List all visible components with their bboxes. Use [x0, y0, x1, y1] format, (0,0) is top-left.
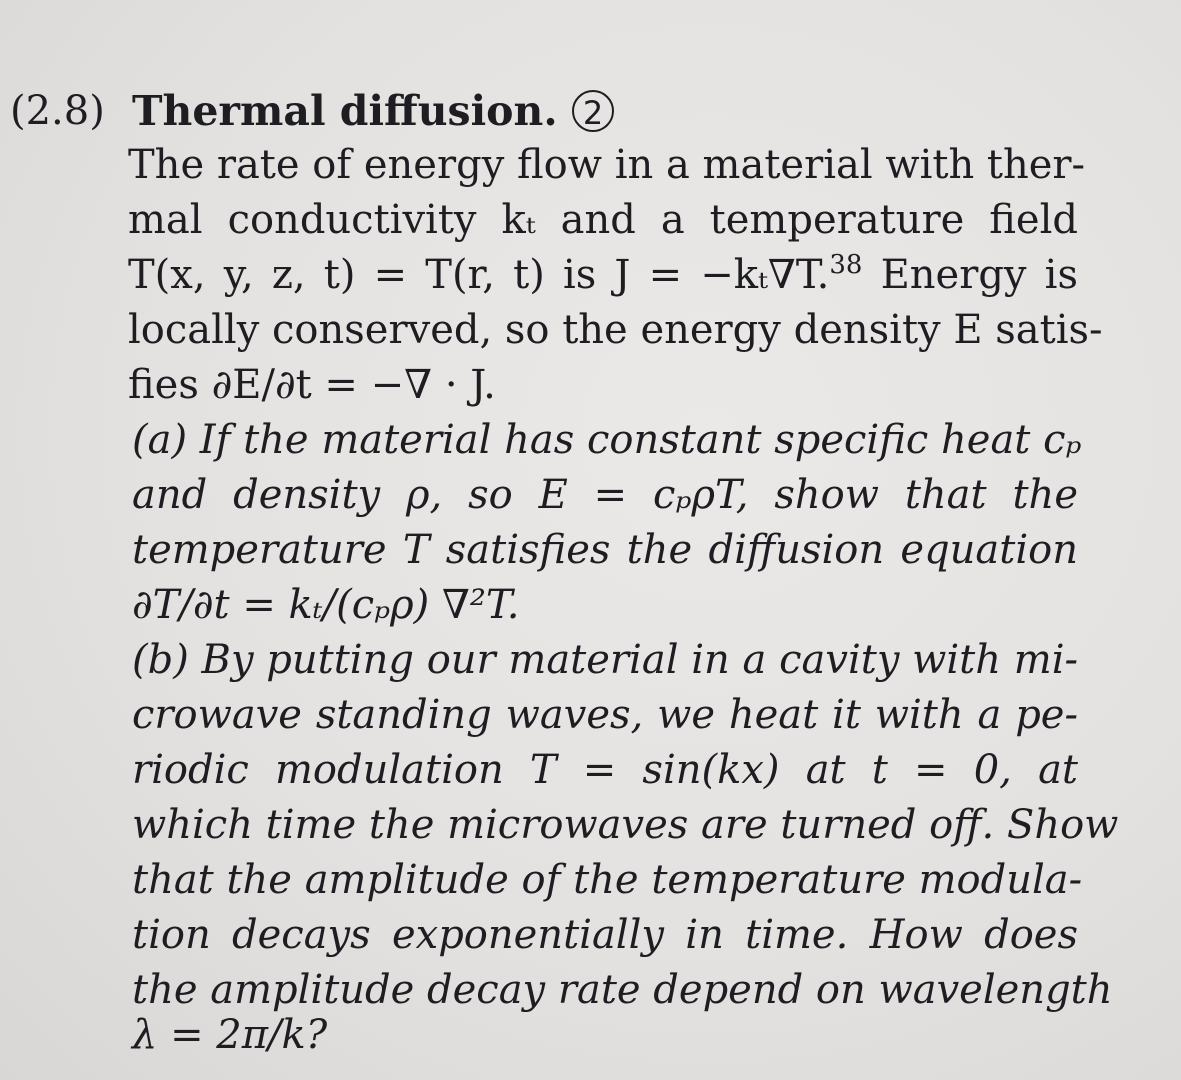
intro-line-3-tail: Energy is: [862, 252, 1078, 298]
intro-line-3-text: T(x, y, z, t) = T(r, t) is J = −kₜ∇T.: [128, 252, 830, 298]
problem-title: Thermal diffusion.: [132, 87, 558, 135]
part-b-line-2: crowave standing waves, we heat it with a pe-: [132, 692, 1078, 738]
part-b-line-7: the amplitude decay rate depend on wavelength: [132, 967, 1113, 1013]
intro-line-2: mal conductivity kₜ and a temperature field: [128, 197, 1078, 243]
intro-line-3: [128, 250, 1078, 300]
part-b-line-4: which time the microwaves are turned off. Show: [132, 802, 1119, 848]
part-a-line-2: and density ρ, so E = cₚρT, show that the: [132, 472, 1078, 518]
intro-line-5: fies ∂E/∂t = −∇ · J.: [128, 362, 496, 408]
part-b-line-6: tion decays exponentially in time. How does: [132, 912, 1078, 958]
part-a-line-3: temperature T satisfies the diffusion equation: [132, 527, 1078, 573]
intro-line-1: The rate of energy flow in a material with ther-: [128, 142, 1086, 188]
intro-line-4: locally conserved, so the energy density E satis-: [128, 307, 1103, 353]
footnote-marker: 38: [829, 250, 863, 280]
part-b-line-3: riodic modulation T = sin(kx) at t = 0, at: [132, 747, 1078, 793]
part-a-line-4: ∂T/∂t = kₜ/(cₚρ) ∇²T.: [132, 582, 520, 628]
part-a-line-1: (a) If the material has constant specific heat cₚ: [132, 417, 1082, 463]
part-b-line-1: (b) By putting our material in a cavity with mi-: [132, 637, 1078, 683]
part-b-line-5: that the amplitude of the temperature modula-: [132, 857, 1083, 903]
problem-number: (2.8): [10, 88, 105, 134]
difficulty-badge: 2: [572, 90, 614, 132]
part-b-line-8: λ = 2π/k?: [132, 1012, 328, 1058]
